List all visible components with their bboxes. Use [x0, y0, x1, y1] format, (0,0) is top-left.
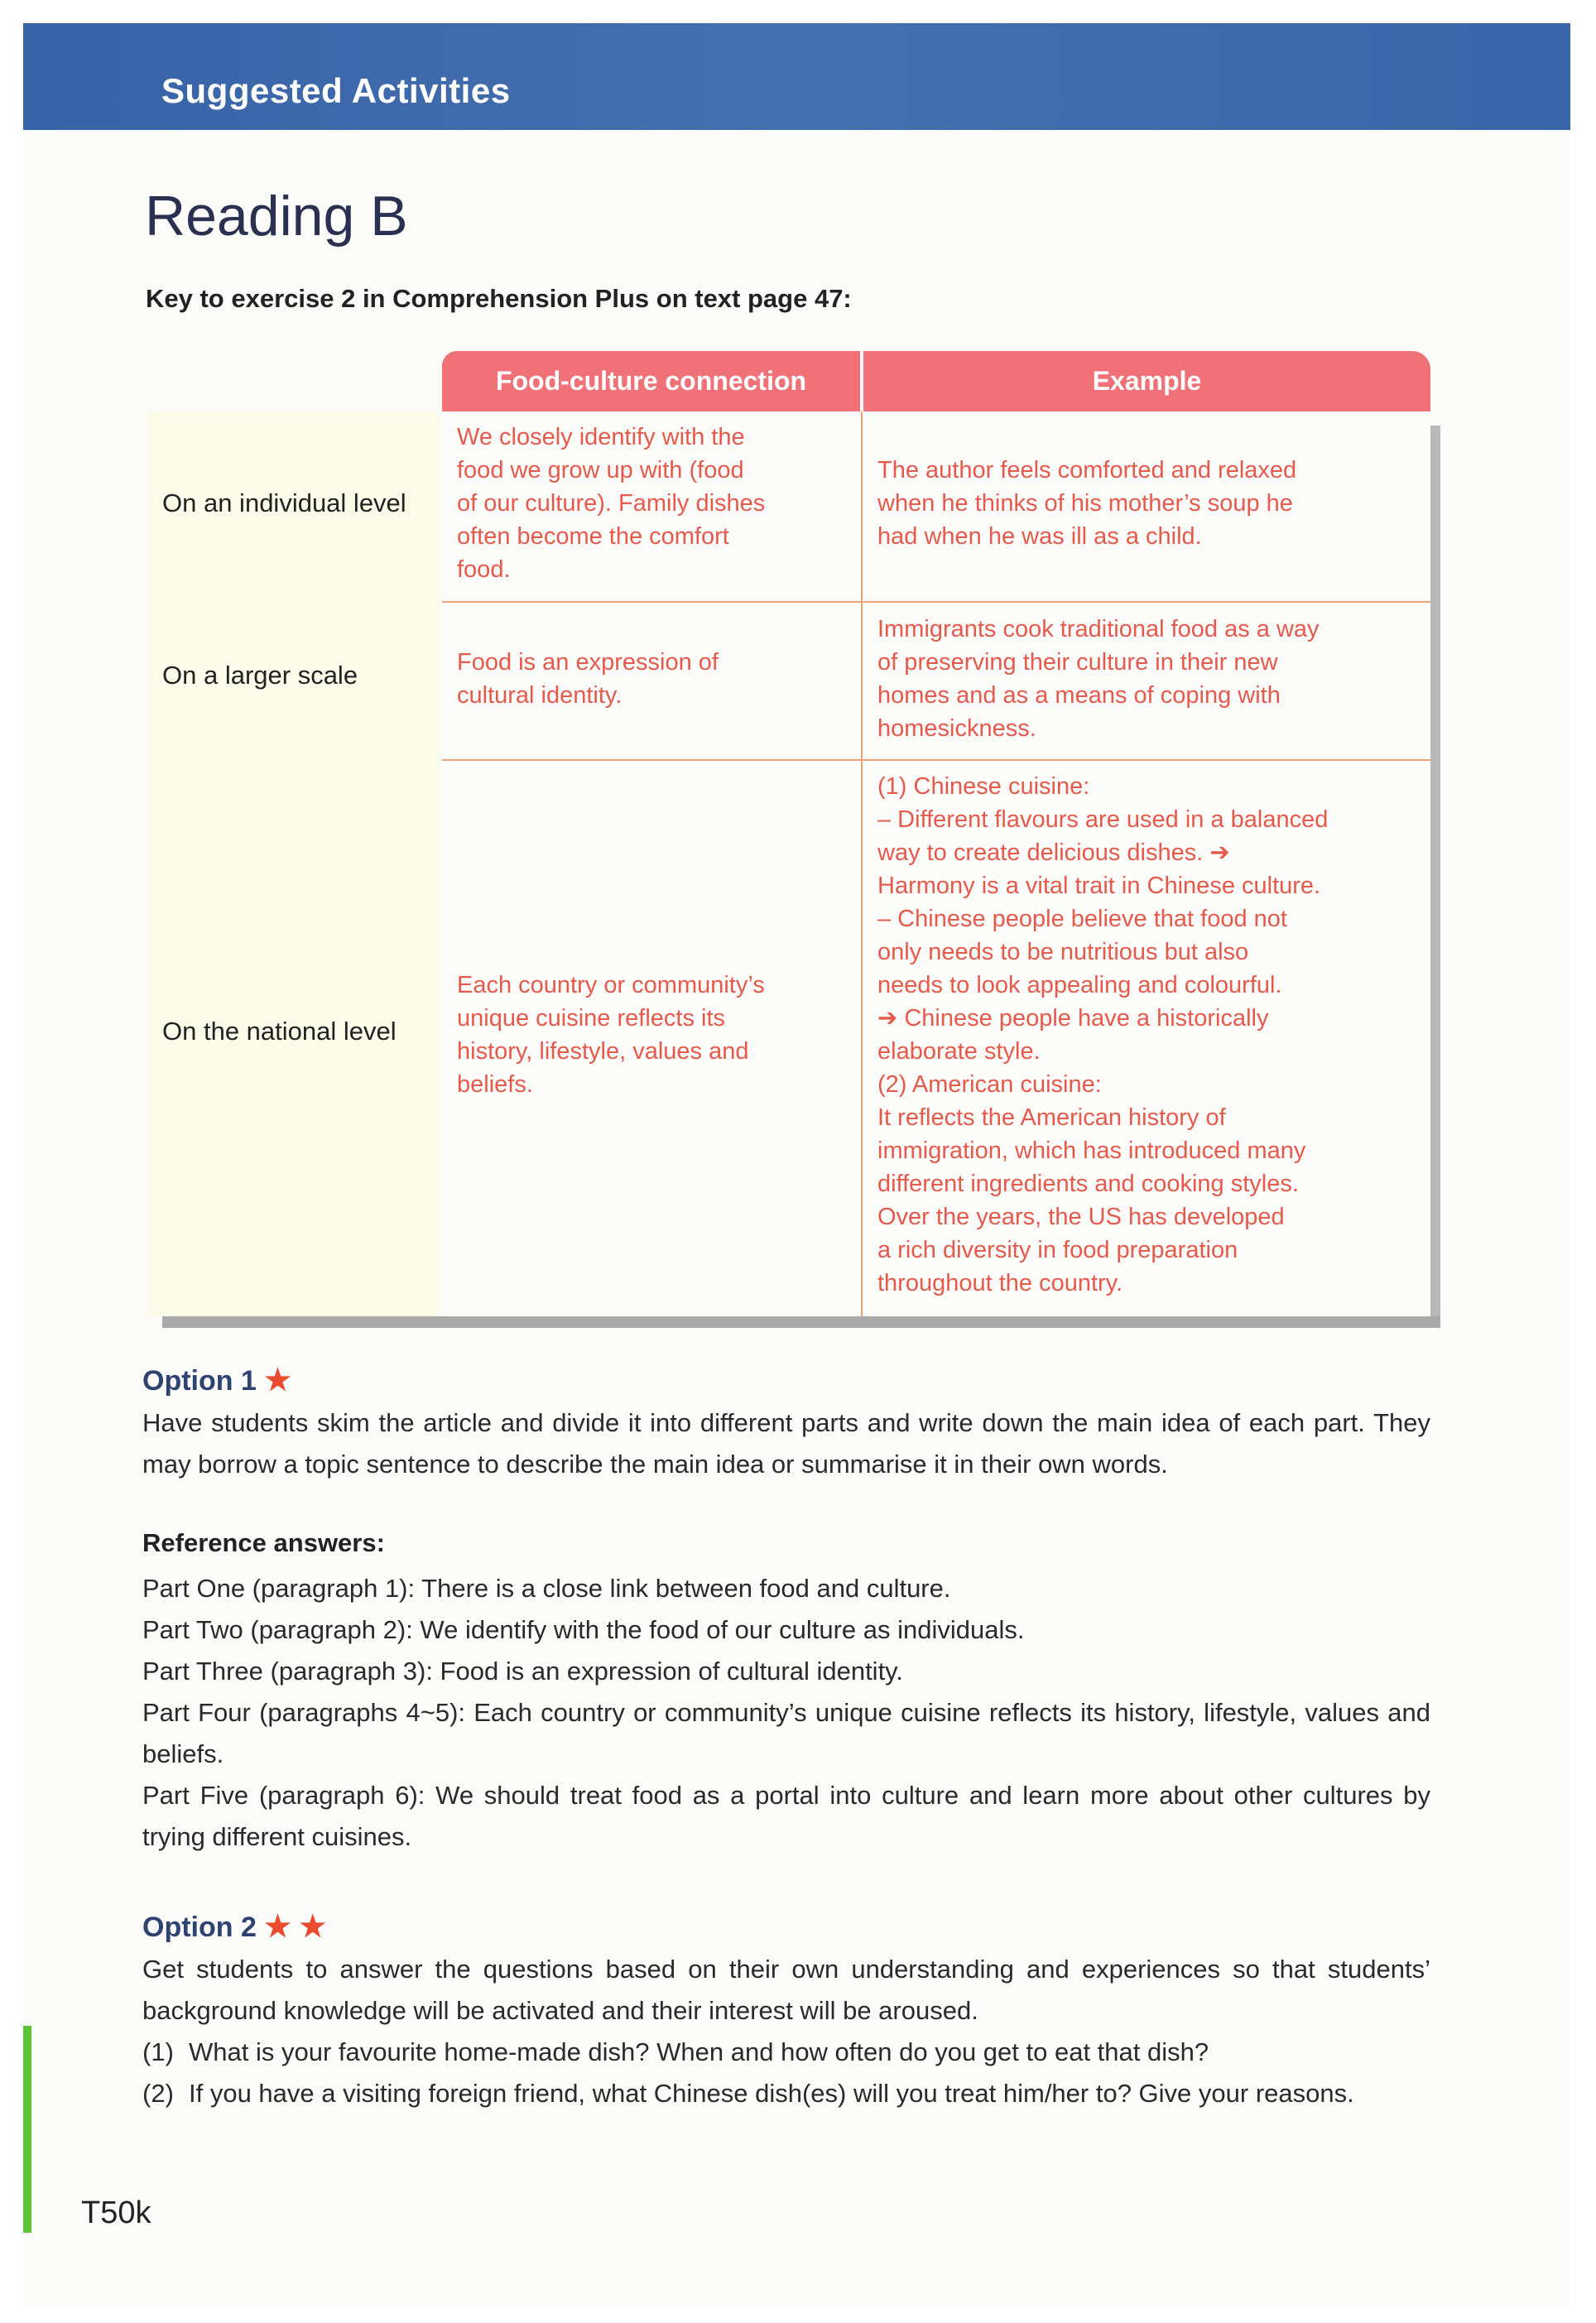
option1-label: Option 1: [142, 1365, 257, 1397]
reference-heading: Reference answers:: [142, 1528, 385, 1557]
option2-text: Get students to answer the questions based on their own understanding and experiences so that students’ background knowledge will be activated and their interest will be aroused.: [142, 1955, 1430, 2025]
connection-cell: We closely identify with the food we grow up with (food of our culture). Family dishes often become the comfort food.: [457, 424, 766, 583]
key-line: Key to exercise 2 in Comprehension Plus on text page 47:: [146, 284, 852, 313]
answer-item: Part Five (paragraph 6): We should treat food as a portal into culture and learn more about other cultures by trying different cuisines.: [142, 1781, 1430, 1851]
connection-cell: Food is an expression of cultural identity.: [457, 649, 719, 709]
header-connection: Food-culture connection: [442, 351, 860, 411]
star-icon: ★: [264, 1363, 291, 1397]
question-list: [142, 2032, 1430, 2114]
question-number: (1): [142, 2037, 174, 2066]
section-title: Reading B: [145, 185, 408, 248]
row-label: On an individual level: [162, 488, 406, 517]
column-divider: [861, 411, 863, 1316]
question-text: If you have a visiting foreign friend, what Chinese dish(es) will you treat him/her to? Give your reasons.: [189, 2079, 1354, 2108]
answer-item: Part One (paragraph 1): There is a close link between food and culture.: [142, 1574, 951, 1603]
answer-item: Part Three (paragraph 3): Food is an expression of cultural identity.: [142, 1657, 903, 1686]
accent-bar: [23, 2026, 31, 2233]
table-shadow-bottom: [162, 1316, 1440, 1328]
row-divider: [442, 759, 1430, 761]
row-divider: [442, 601, 1430, 603]
reference-answers: [142, 1568, 1430, 1858]
question-item: [142, 2032, 1430, 2073]
example-cell: (1) Chinese cuisine: – Different flavours are used in a balanced way to create delicious dishes. ➔ Harmony is a vital trait in Chinese culture. – Chinese people believe that food not only needs to be nutritious but also needs to look appealing and colourful. ➔ Chinese people have a historically elaborate style. (2) American cuisine: It reflects the American history of immigration, which has introduced many different ingredients and cooking styles. Over the years, the US has developed a rich diversity in food preparation throughout the country.: [877, 773, 1329, 1296]
option1-text: Have students skim the article and divide it into different parts and write down the main idea of each part. They may borrow a topic sentence to describe the main idea or summarise it in their own words.: [142, 1408, 1430, 1479]
option2-label: Option 2: [142, 1912, 257, 1943]
example-cell: The author feels comforted and relaxed when he thinks of his mother’s soup he had when he was ill as a child.: [877, 457, 1297, 550]
banner-title: Suggested Activities: [161, 71, 511, 110]
question-item: [142, 2073, 1430, 2114]
answer-item: Part Two (paragraph 2): We identify with the food of our culture as individuals.: [142, 1615, 1025, 1644]
star-icon: ★ ★: [264, 1909, 326, 1943]
page-number: T50k: [81, 2196, 151, 2230]
option1-heading: [142, 1363, 291, 1397]
example-cell: Immigrants cook traditional food as a way of preserving their culture in their new homes and as a means of coping with homesickness.: [877, 616, 1320, 742]
table-shadow-right: [1430, 426, 1440, 1328]
row-label: On the national level: [162, 1017, 397, 1046]
header-example: Example: [863, 351, 1430, 411]
answer-table: [147, 351, 1430, 1316]
row-label: On a larger scale: [162, 661, 358, 690]
row-label-column: [147, 411, 439, 1316]
section-banner: [23, 23, 1570, 130]
question-number: (2): [142, 2079, 174, 2108]
answer-item: Part Four (paragraphs 4~5): Each country or community’s unique cuisine reflects its history, lifestyle, values and beliefs.: [142, 1698, 1430, 1768]
option2-heading: [142, 1909, 326, 1944]
connection-cell: Each country or community’s unique cuisine reflects its history, lifestyle, values and beliefs.: [457, 972, 765, 1098]
question-text: What is your favourite home-made dish? When and how often do you get to eat that dish?: [189, 2037, 1209, 2066]
